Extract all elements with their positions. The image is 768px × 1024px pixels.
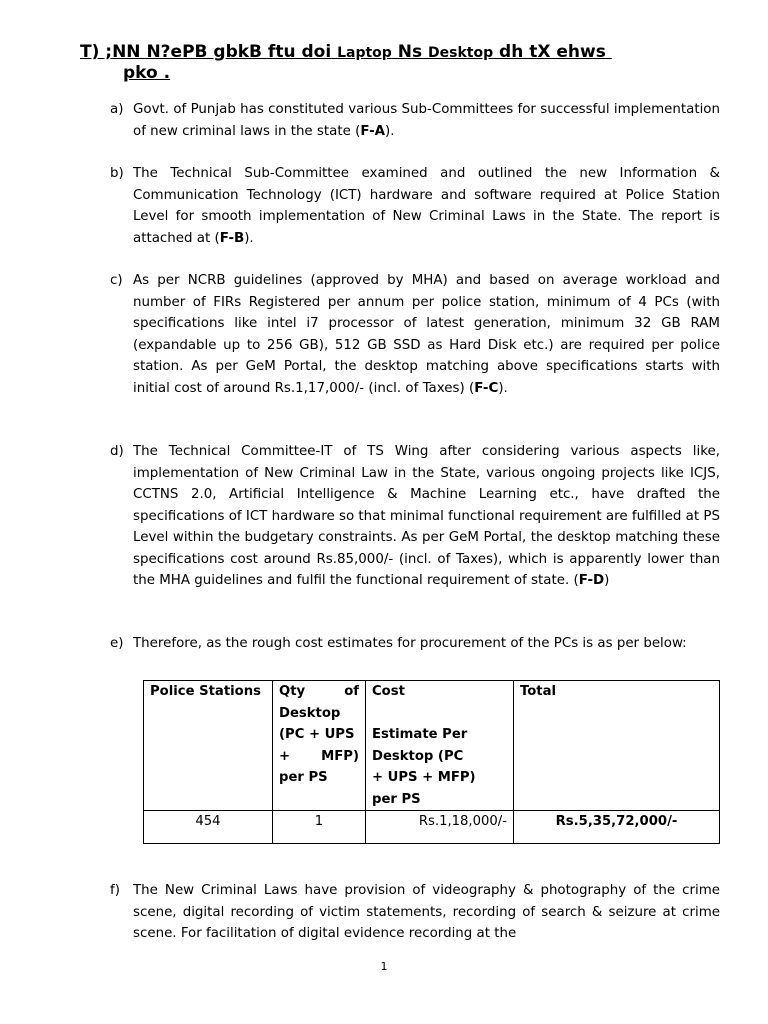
qty-plus: + xyxy=(279,748,291,764)
cost-estimate-table xyxy=(143,680,720,844)
qty-line-3: (PC + UPS xyxy=(279,727,355,742)
list-item-text xyxy=(133,99,720,142)
heading-mid: Ns xyxy=(397,42,423,62)
header-qty xyxy=(273,681,366,811)
header-total: Total xyxy=(514,681,720,811)
heading-line1 xyxy=(80,42,612,62)
list-item-text xyxy=(133,270,720,399)
list-item-text xyxy=(133,163,720,249)
header-cost xyxy=(366,681,514,811)
list-item-text: Therefore, as the rough cost estimates for procurement of the PCs is as per below: xyxy=(133,636,687,651)
text-end: ) xyxy=(604,573,610,588)
page-number: 1 xyxy=(380,960,388,973)
list-item-c xyxy=(110,270,720,399)
heading-line2: pko . xyxy=(123,63,171,83)
list-item-label: f) xyxy=(110,883,120,898)
cost-line-5: per PS xyxy=(372,791,421,807)
list-item-label: a) xyxy=(110,102,124,117)
text-body: Govt. of Punjab has constituted various Sub-Committees for successful implementation of new criminal laws in the state ( xyxy=(133,102,720,139)
text-end: ). xyxy=(498,380,508,396)
table-row xyxy=(144,811,720,844)
heading-prefix: T) ;NN N?ePB gbkB ftu doi xyxy=(80,42,332,62)
list-item-e xyxy=(110,633,720,655)
qty-line-5: per PS xyxy=(279,770,328,785)
cell-police-stations: 454 xyxy=(144,811,273,844)
cost-spacer xyxy=(372,703,507,725)
cell-total: Rs.5,35,72,000/- xyxy=(514,811,720,844)
text-end: ). xyxy=(244,230,254,246)
reference-tag: F-A xyxy=(360,123,385,139)
qty-word: Qty xyxy=(279,684,306,699)
qty-mfp: MFP) xyxy=(321,748,359,764)
table-header-row xyxy=(144,681,720,811)
list-item-b xyxy=(110,163,720,249)
reference-tag: F-C xyxy=(474,380,499,396)
cell-cost: Rs.1,18,000/- xyxy=(366,811,514,844)
list-item-d xyxy=(110,441,720,592)
heading-suffix: dh tX ehws xyxy=(499,42,606,62)
cost-line-2: Estimate Per xyxy=(372,727,468,742)
qty-line-4 xyxy=(279,746,359,768)
cost-desktop: Desktop xyxy=(372,748,434,764)
list-item-a xyxy=(110,99,720,142)
qty-line-2: Desktop xyxy=(279,705,341,721)
heading-laptop: Laptop xyxy=(337,45,392,61)
cost-line-3 xyxy=(372,746,507,768)
text-body: The Technical Committee-IT of TS Wing after considering various aspects like, implementation of New Criminal Law in the State, various ongoing projects like ICJS, CCTNS 2.0, Artificial Intelligence & Machine Learning etc., have drafted the specifications of ICT hardware so that minimal functional requirement are fulfilled at PS Level within the budgetary constraints. As per GeM Portal, the desktop matching these specifications cost around Rs.85,000/- (incl. of Taxes), which is apparently lower than the MHA guidelines and fulfil the functional requirement of state. ( xyxy=(133,444,720,588)
qty-of: of xyxy=(344,684,359,699)
list-item-text: The New Criminal Laws have provision of videography & photography of the crime scene, digital recording of victim statements, recording of search & seizure at crime scene. For facilitation of digital evidence recording at the xyxy=(133,883,720,941)
reference-tag: F-D xyxy=(578,573,605,588)
header-police-stations: Police Stations xyxy=(144,681,273,811)
section-heading xyxy=(80,42,720,83)
text-end: ). xyxy=(384,123,395,139)
reference-tag: F-B xyxy=(219,230,245,246)
list-item-text xyxy=(133,441,720,592)
list-item-label: c) xyxy=(110,273,123,288)
heading-desktop: Desktop xyxy=(428,45,494,61)
list-item-label: e) xyxy=(110,636,124,651)
cell-qty: 1 xyxy=(273,811,366,844)
list-item-label: d) xyxy=(110,444,124,459)
cost-line-4: + UPS + MFP) xyxy=(372,770,476,785)
qty-line-1 xyxy=(279,681,359,703)
text-body: The Technical Sub-Committee examined and outlined the new Information & Communication Technology (ICT) hardware and software required at Police Station Level for smooth implementation of New Criminal Laws in the State. The report is attached at ( xyxy=(133,166,720,246)
text-body: As per NCRB guidelines (approved by MHA) and based on average workload and number of FIRs Registered per annum per police station, minimum of 4 PCs (with specifications like intel i7 processor of latest generation, minimum 32 GB RAM (expandable up to 256 GB), 512 GB SSD as Hard Disk etc.) are required per police station. As per GeM Portal, the desktop matching above specifications starts with initial cost of around Rs.1,17,000/- (incl. of Taxes) ( xyxy=(133,273,720,396)
list-item-f xyxy=(110,880,720,945)
list-item-label: b) xyxy=(110,166,124,181)
cost-pc: (PC xyxy=(437,748,464,764)
cost-line-1: Cost xyxy=(372,684,405,699)
